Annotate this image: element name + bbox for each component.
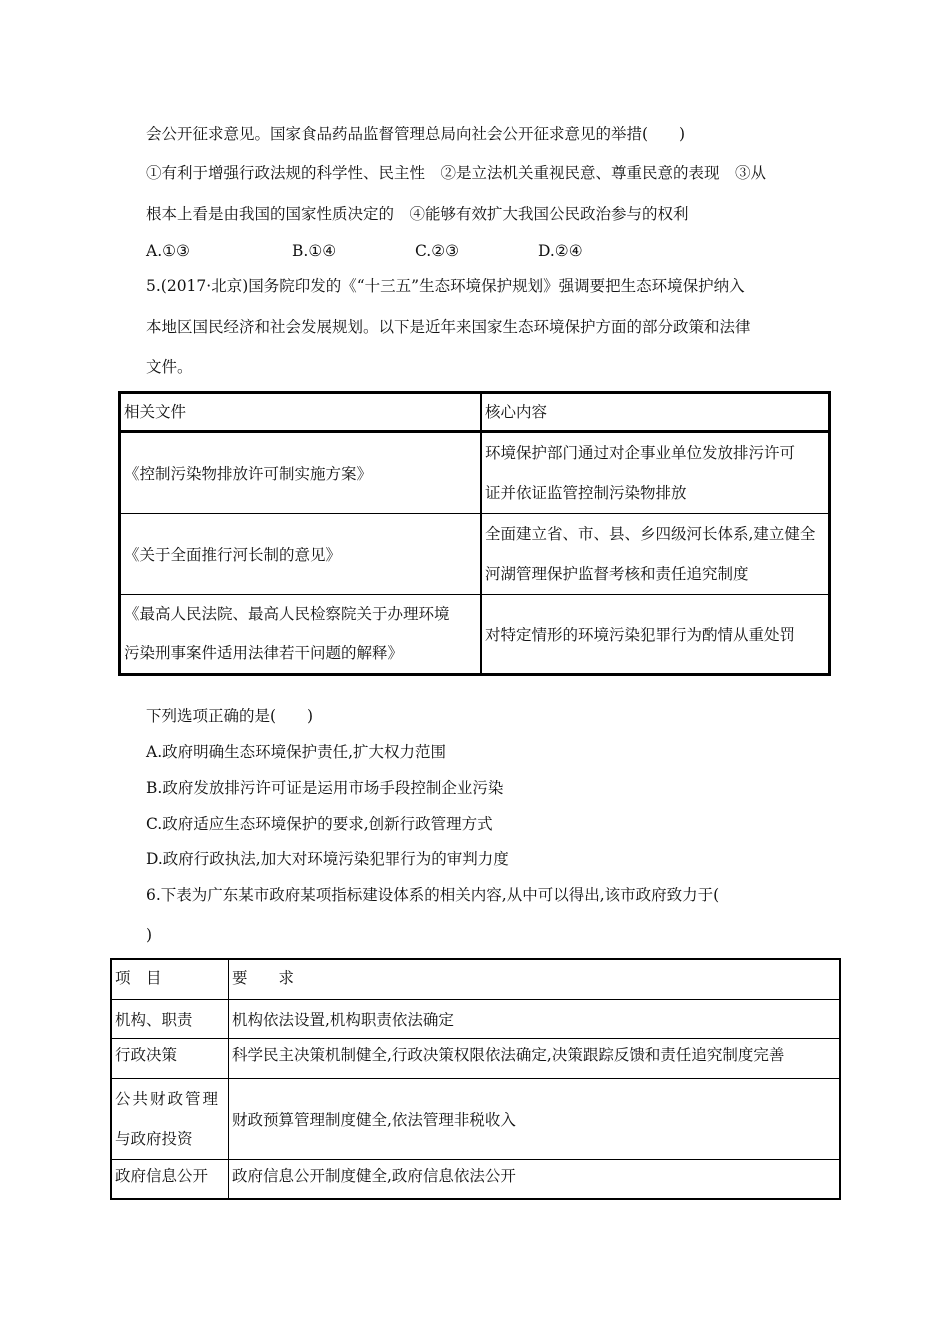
table-cell-document: 《控制污染物排放许可制实施方案》 — [120, 432, 482, 514]
item-line: 公共财政管理 — [115, 1089, 221, 1108]
table-row — [111, 999, 840, 1038]
q5-stem-line2: 本地区国民经济和社会发展规划。以下是近年来国家生态环境保护方面的部分政策和法律 — [146, 318, 751, 336]
table-header-cell: 相关文件 — [120, 393, 482, 432]
table-row — [111, 1159, 840, 1199]
table-header-row — [120, 393, 830, 432]
table-cell-content — [481, 514, 830, 595]
table-row — [120, 595, 830, 675]
content-line: 证并依证监管控制污染物排放 — [485, 484, 687, 502]
content-line: 环境保护部门通过对企事业单位发放排污许可 — [485, 444, 796, 462]
table-cell-requirement: 财政预算管理制度健全,依法管理非税收入 — [229, 1078, 841, 1159]
table-cell-document — [120, 595, 482, 675]
table-row — [111, 1038, 840, 1078]
q5-policy-table — [118, 391, 831, 676]
document-line: 污染刑事案件适用法律若干问题的解释》 — [124, 644, 404, 662]
table-row — [111, 1078, 840, 1159]
q4-option-a: A.①③ — [146, 242, 190, 260]
table-cell-requirement: 政府信息公开制度健全,政府信息依法公开 — [229, 1159, 841, 1199]
q4-text-line1: 会公开征求意见。国家食品药品监督管理总局向社会公开征求意见的举措( ) — [146, 125, 686, 143]
q5-stem-line1: 5.(2017·北京)国务院印发的《“十三五”生态环境保护规划》强调要把生态环境保护纳入 — [146, 277, 745, 295]
q6-indicator-table — [110, 958, 841, 1200]
table-header-cell: 项 目 — [111, 959, 229, 999]
table-cell-item: 行政决策 — [111, 1038, 229, 1078]
table-cell-document: 《关于全面推行河长制的意见》 — [120, 514, 482, 595]
table-cell-item: 机构、职责 — [111, 999, 229, 1038]
table-row — [120, 514, 830, 595]
table-cell-requirement: 机构依法设置,机构职责依法确定 — [229, 999, 841, 1038]
q5-option-a: A.政府明确生态环境保护责任,扩大权力范围 — [146, 743, 447, 761]
q6-stem-line2: ) — [146, 926, 153, 944]
q4-option-d: D.②④ — [538, 242, 583, 260]
table-cell-item: 政府信息公开 — [111, 1159, 229, 1199]
q5-question: 下列选项正确的是( ) — [146, 707, 314, 725]
table-cell-item — [111, 1078, 229, 1159]
item-line: 与政府投资 — [115, 1129, 193, 1148]
q4-text-line3: 根本上看是由我国的国家性质决定的 ④能够有效扩大我国公民政治参与的权利 — [146, 205, 689, 223]
table-header-cell: 核心内容 — [481, 393, 830, 432]
q5-option-b: B.政府发放排污许可证是运用市场手段控制企业污染 — [146, 779, 504, 797]
q4-text-line2: ①有利于增强行政法规的科学性、民主性 ②是立法机关重视民意、尊重民意的表现 ③从 — [146, 164, 767, 182]
content-line: 全面建立省、市、县、乡四级河长体系,建立健全 — [485, 525, 816, 543]
table-header-cell: 要 求 — [229, 959, 841, 999]
q5-option-c: C.政府适应生态环境保护的要求,创新行政管理方式 — [146, 815, 493, 833]
q4-option-c: C.②③ — [415, 242, 460, 260]
table-cell-requirement: 科学民主决策机制健全,行政决策权限依法确定,决策跟踪反馈和责任追究制度完善 — [229, 1038, 841, 1078]
q4-option-b: B.①④ — [292, 242, 337, 260]
table-cell-content: 对特定情形的环境污染犯罪行为酌情从重处罚 — [481, 595, 830, 675]
table-header-row — [111, 959, 840, 999]
table-row — [120, 432, 830, 514]
q5-option-d: D.政府行政执法,加大对环境污染犯罪行为的审判力度 — [146, 850, 509, 868]
q6-stem-line1: 6.下表为广东某市政府某项指标建设体系的相关内容,从中可以得出,该市政府致力于( — [146, 886, 720, 904]
document-line: 《最高人民法院、最高人民检察院关于办理环境 — [124, 605, 450, 623]
q5-stem-line3: 文件。 — [146, 358, 193, 376]
content-line: 河湖管理保护监督考核和责任追究制度 — [485, 565, 749, 583]
table-cell-content — [481, 432, 830, 514]
